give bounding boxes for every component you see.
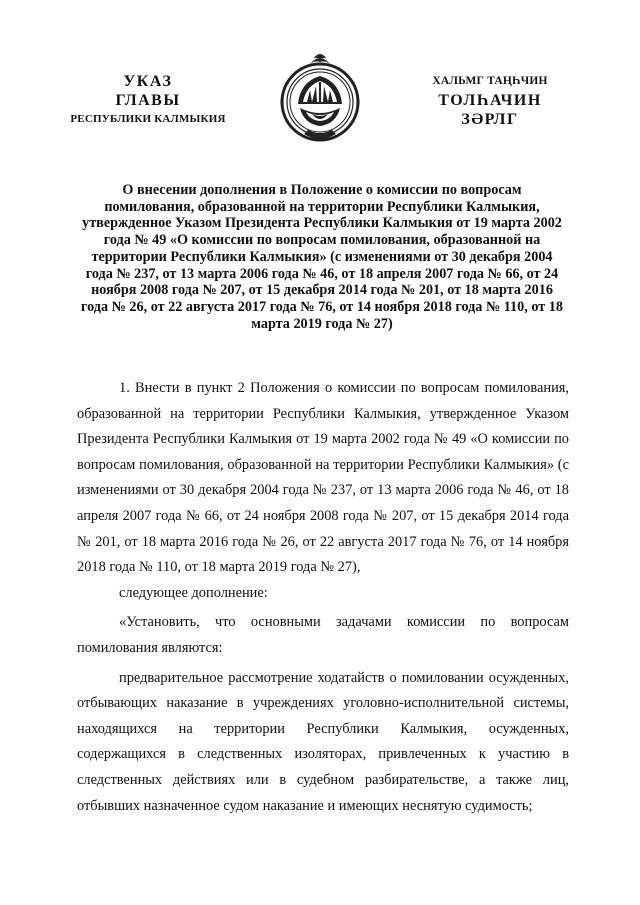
header-right [400, 72, 580, 129]
paragraph-1-tail: следующее дополнение: [119, 584, 268, 601]
header-left [58, 72, 238, 129]
header-right-line1: ХАЛЬМГ ТАҢҺЧИН [432, 75, 548, 87]
header-right-line3: ЗӘРЛГ [461, 111, 519, 128]
paragraph-1: 1. Внести в пункт 2 Положения о комиссии по вопросам помилования, образованной на территории Республики Калмыкия, утвержденное Указом Президента Республики Калмыкия от 19 марта 2002 года № 49 «О комиссии по вопросам помилования, образованной на территории Республики Калмыкия» (с изменениями от 30 декабря 2004 года № 237, от 13 марта 2006 года № 46, от 18 апреля 2007 года № 66, от 24 ноября 2008 года № 207, от 15 декабря 2014 года № 201, от 18 марта 2016 года № 26, от 22 августа 2017 года № 76, от 14 ноября 2018 года № 110, от 18 марта 2019 года № 27), [77, 380, 569, 576]
header-left-line2: ГЛАВЫ [115, 92, 181, 109]
document-body [77, 376, 569, 819]
header-left-line1: УКАЗ [123, 73, 173, 90]
paragraph-3: предварительное рассмотрение ходатайств о помиловании осужденных, отбывающих наказание в учреждениях уголовно-исполнительной системы, находящихся на территории Республики Калмыкия, осужденных, содержащихся в следственных изоляторах, привлеченных к участию в следственных действиях или в судебном разбирательстве, а также лиц, отбывших назначенное судом наказание и имеющих неснятую судимость; [77, 669, 569, 814]
header-right-line2: ТОЛҺАЧИН [438, 92, 542, 109]
document-title: О внесении дополнения в Положение о комиссии по вопросам помилования, образованной на территории Республики Калмыкия, утвержденное Указом Президента Республики Калмыкия от 19 марта 2002 года № 49 «О комиссии по вопросам помилования, образованной на территории Республики Калмыкия» (с изменениями от 30 декабря 2004 года № 237, от 13 марта 2006 года № 46, от 18 апреля 2007 года № 66, от 24 ноября 2008 года № 207, от 15 декабря 2014 года № 201, от 18 марта 2016 года № 26, от 22 августа 2017 года № 76, от 14 ноября 2018 года № 110, от 18 марта 2019 года № 27) [81, 182, 563, 332]
paragraph-2: «Установить, что основными задачами комиссии по вопросам помилования являются: [77, 614, 569, 656]
coat-of-arms-icon [270, 52, 370, 144]
header-left-line3: РЕСПУБЛИКИ КАЛМЫКИЯ [70, 113, 226, 125]
